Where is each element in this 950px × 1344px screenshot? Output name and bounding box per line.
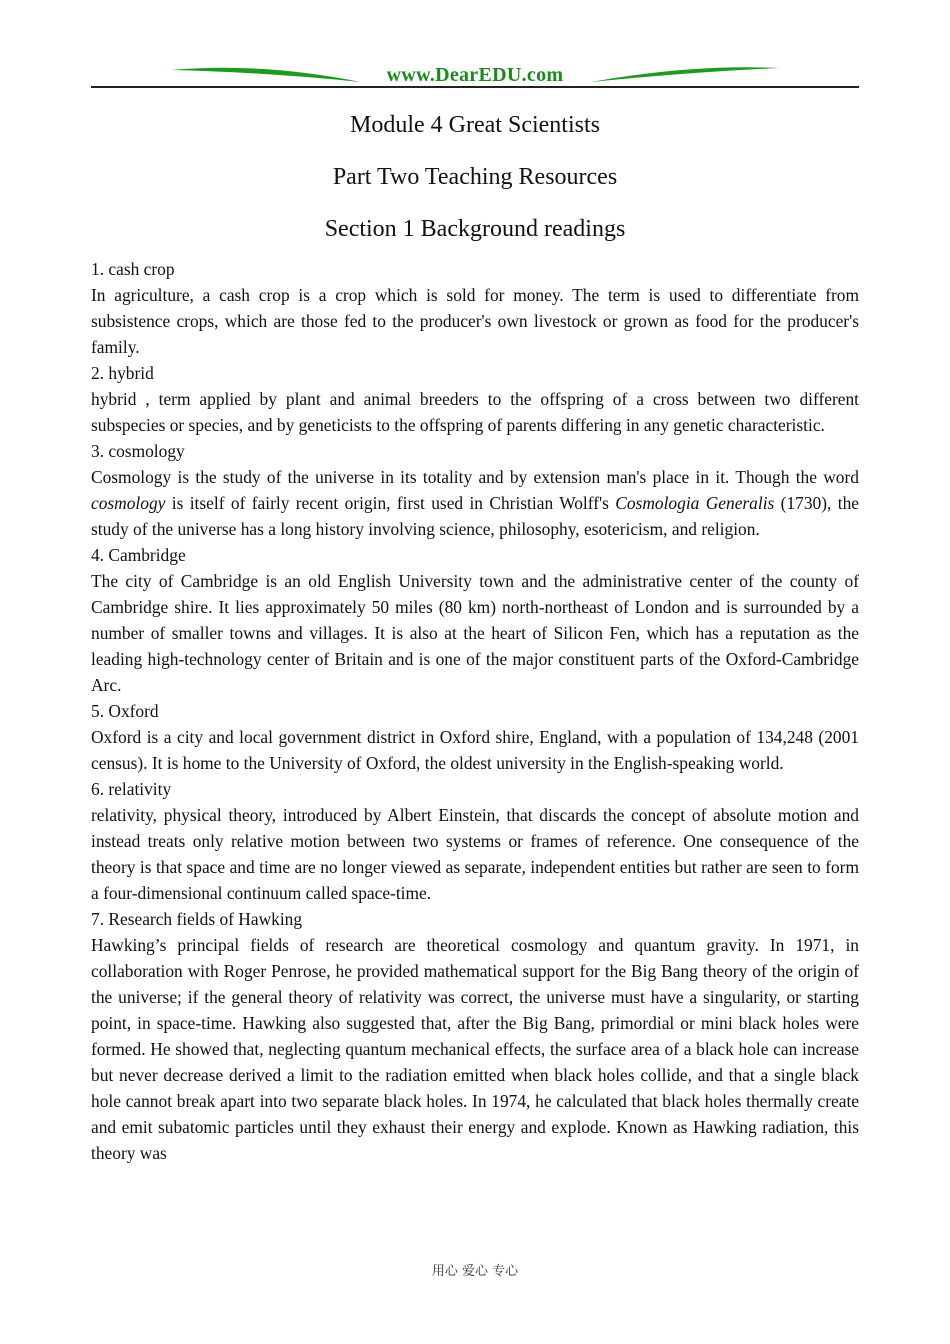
entry-body: In agriculture, a cash crop is a crop which is sold for money. The term is used to differentiate from subsistence crops, which are those fed to the producer's own livestock or grown as food for the producer's family. [91, 285, 859, 357]
part-title: Part Two Teaching Resources [332, 164, 618, 190]
site-logo-text: www.DearEDU.com [386, 64, 564, 86]
entry-body: The city of Cambridge is an old English University town and the administrative center of the county of Cambridge shire. It lies approximately 50 miles (80 km) north-northeast of London and is surrounded by a number of smaller towns and villages. It is also at the heart of Silicon Fen, which has a reputation as the leading high-technology center of Britain and is one of the major constituent parts of the Oxford-Cambridge Arc. [91, 571, 859, 695]
entry-body: Hawking’s principal fields of research are theoretical cosmology and quantum gravity. In 1971, in collaboration with Roger Penrose, he provided mathematical support for the Big Bang theory of the origin of the universe; if the general theory of relativity was correct, the universe must have a singularity, or starting point, in space-time. Hawking also suggested that, after the Big Bang, primordial or mini black holes were formed. He showed that, neglecting quantum mechanical effects, the surface area of a black hole can increase but never decrease derived a limit to the radiation emitted when black holes collide, and that a single black hole cannot break apart into two separate black holes. In 1974, he calculated that black holes thermally create and emit subatomic particles until they exhaust their energy and explode. Known as Hawking radiation, this theory was [91, 935, 859, 1163]
header-rule [91, 86, 859, 88]
entry-term: 1. cash crop [91, 259, 175, 279]
entry-term: 3. cosmology [91, 441, 185, 461]
entry-body: hybrid , term applied by plant and animal breeders to the offspring of a cross between two different subspecies or species, and by geneticists to the offspring of parents differing in any genetic characteristic. [91, 389, 859, 435]
italic-term: cosmology [91, 493, 166, 513]
entry-body: relativity, physical theory, introduced by Albert Einstein, that discards the concept of absolute motion and instead treats only relative motion between two systems or frames of reference. One consequence of the theory is that space and time are no longer viewed as separate, independent entities but rather are seen to form a four-dimensional continuum called space-time. [91, 805, 859, 903]
italic-title: Cosmologia Generalis [615, 493, 775, 513]
entry-term: 6. relativity [91, 779, 172, 799]
entry-term: 5. Oxford [91, 701, 159, 721]
entry-term: 7. Research fields of Hawking [91, 909, 303, 929]
text-run: Cosmology is the study of the universe in its totality and by extension man's place in it. Though the word [91, 467, 859, 487]
module-title: Module 4 Great Scientists [350, 112, 600, 138]
section-title: Section 1 Background readings [324, 216, 626, 242]
entry-term: 2. hybrid [91, 363, 154, 383]
text-run: (1730), the study of the universe has a long history involving science, philosophy, esotericism, and religion. [91, 493, 860, 539]
entry-term: 4. Cambridge [91, 545, 186, 565]
text-run: is itself of fairly recent origin, first used in Christian Wolff's [165, 493, 616, 513]
page-footer: 用心 爱心 专心 [431, 1264, 519, 1279]
entry-body: Oxford is a city and local government district in Oxford shire, England, with a population of 134,248 (2001 census). It is home to the University of Oxford, the oldest university in the English-speaking world. [91, 727, 859, 773]
entry-body [91, 464, 859, 542]
page-header [91, 62, 859, 88]
document-body [91, 256, 859, 1166]
